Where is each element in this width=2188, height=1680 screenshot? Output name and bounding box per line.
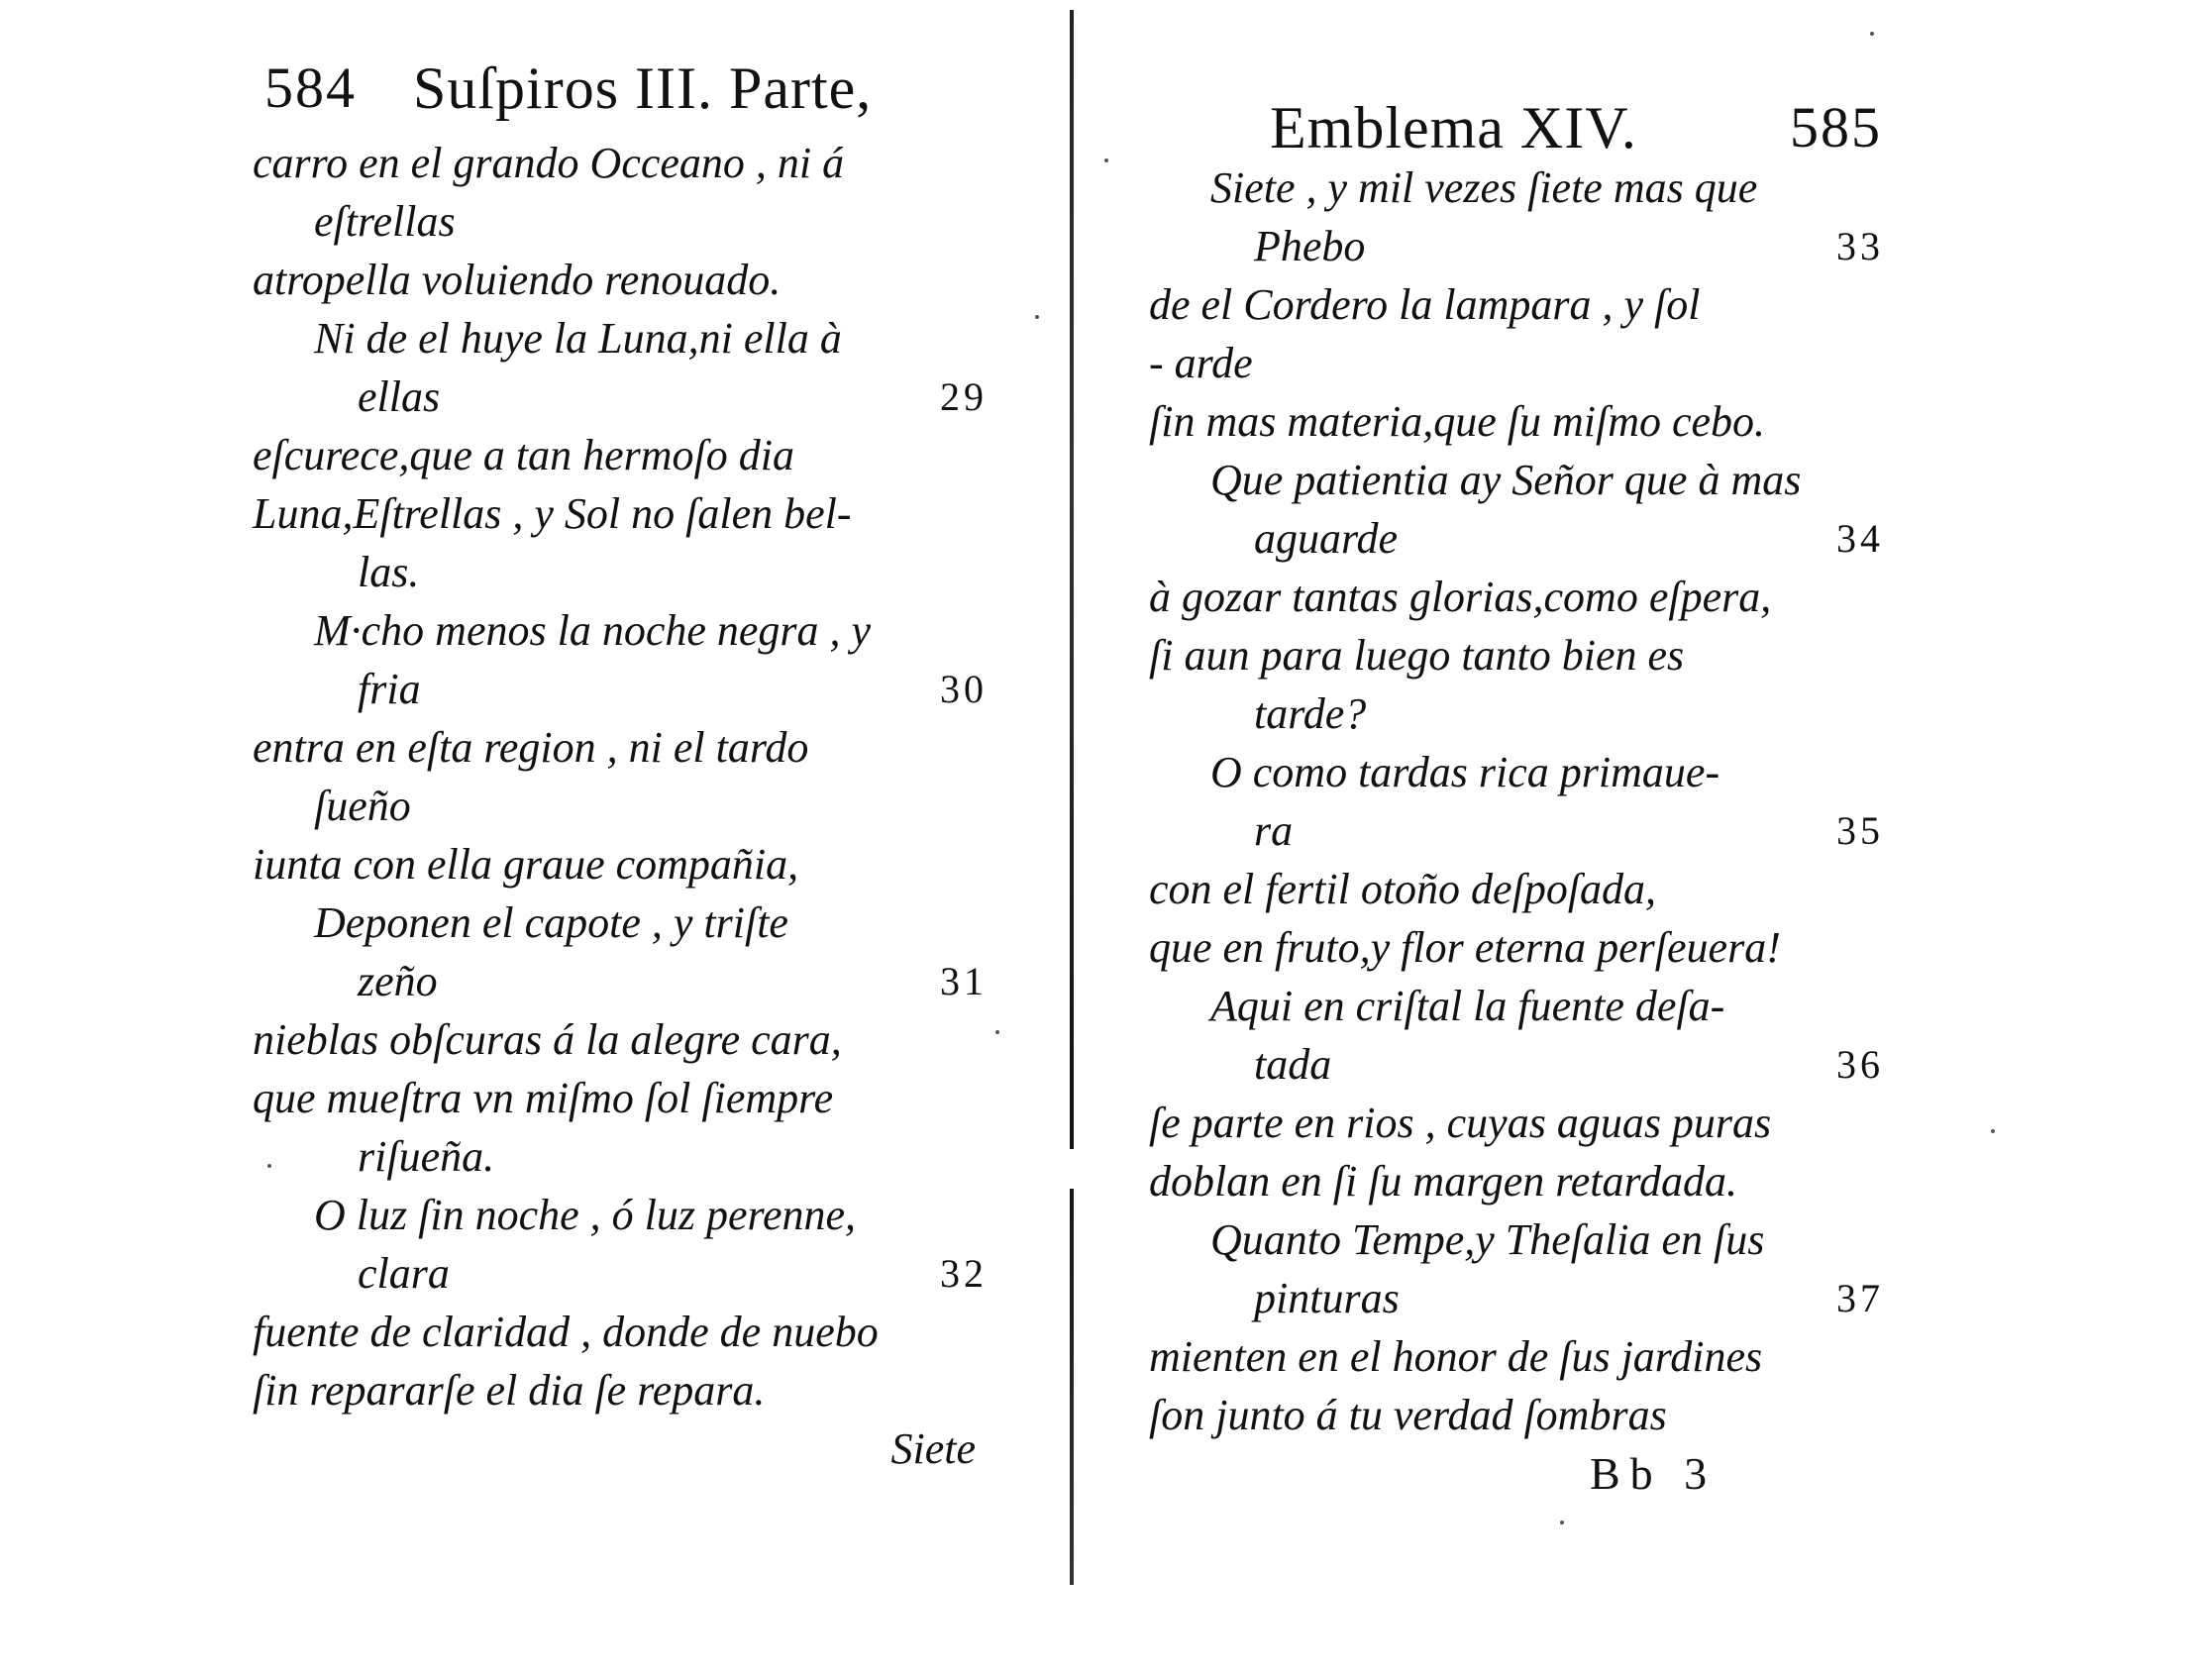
- verse-line: ſueño: [314, 782, 411, 830]
- book-gutter: [1070, 10, 1074, 1585]
- verse-line: aguarde 34: [1149, 509, 1902, 568]
- verse-line: Quanto Tempe,y Theſalia en ſus: [1210, 1215, 1765, 1264]
- left-verse-lines: [253, 134, 1005, 1478]
- catchword: Siete: [890, 1424, 976, 1473]
- verse-line: O luz ſin noche , ó luz perenne,: [314, 1191, 857, 1239]
- verse-line: atropella voluiendo renouado.: [253, 256, 781, 304]
- verse-line: ellas 29: [253, 368, 1005, 426]
- verse-line: Que patientia ay Señor que à mas: [1210, 456, 1802, 504]
- verse-line: las.: [358, 548, 420, 596]
- signature-mark: Bb 3: [1590, 1448, 1718, 1499]
- verse-line: entra en eſta region , ni el tardo: [253, 723, 809, 772]
- verse-line: ſon junto á tu verdad ſombras: [1149, 1391, 1667, 1439]
- verse-line: doblan en ſi ſu margen retardada.: [1149, 1157, 1737, 1206]
- stanza-number: 29: [940, 374, 988, 419]
- verse-line: eſcurece,que a tan hermoſo dia: [253, 431, 794, 479]
- verse-line: mienten en el honor de ſus jardines: [1149, 1332, 1763, 1381]
- stanza-number: 34: [1836, 516, 1884, 561]
- verse-line: ra 35: [1149, 801, 1902, 860]
- verse-line: Ni de el huye la Luna,ni ella à: [314, 314, 842, 363]
- right-page-number: 585: [1790, 95, 1882, 159]
- stanza-number: 33: [1836, 224, 1884, 268]
- stanza-number: 30: [940, 667, 988, 711]
- verse-line: tarde?: [1254, 689, 1367, 738]
- verse-line: nieblas obſcuras á la alegre cara,: [253, 1015, 842, 1064]
- verse-line: clara 32: [253, 1244, 1005, 1303]
- right-running-head: [1149, 54, 1902, 160]
- verse-line: carro en el grando Occeano , ni á: [253, 139, 845, 187]
- signature-line: [1149, 1444, 1902, 1503]
- verse-line: pinturas 37: [1149, 1269, 1902, 1327]
- verse-line: que mueſtra vn miſmo ſol ſiempre: [253, 1074, 834, 1122]
- verse-line: fuente de claridad , donde de nuebo: [253, 1308, 879, 1356]
- verse-line: Siete , y mil vezes ſiete mas que: [1210, 163, 1758, 212]
- verse-line: con el fertil otoño deſpoſada,: [1149, 865, 1657, 913]
- verse-line: ſin repararſe el dia ſe repara.: [253, 1366, 766, 1415]
- stanza-number: 31: [940, 959, 988, 1003]
- right-page: [1149, 0, 1902, 1680]
- verse-line: à gozar tantas glorias,como eſpera,: [1149, 573, 1772, 621]
- verse-line: riſueña.: [358, 1132, 495, 1181]
- catchword-line: [253, 1419, 1005, 1478]
- left-page-number: 584: [264, 55, 357, 120]
- stanza-number: 36: [1836, 1042, 1884, 1087]
- stanza-number: 32: [940, 1251, 988, 1296]
- gutter-gap: [1062, 1149, 1082, 1189]
- right-running-title: Emblema XIV.: [1270, 95, 1637, 160]
- verse-line: eſtrellas: [314, 197, 456, 246]
- verse-line: ſin mas materia,que ſu miſmo cebo.: [1149, 397, 1766, 446]
- verse-line: zeño 31: [253, 952, 1005, 1010]
- stanza-number: 35: [1836, 808, 1884, 853]
- verse-line: ſe parte en rios , cuyas aguas puras: [1149, 1099, 1772, 1147]
- left-running-title: Suſpiros III. Parte,: [413, 55, 873, 121]
- verse-line: iunta con ella graue compañia,: [253, 840, 799, 889]
- verse-line: O como tardas rica primaue-: [1210, 748, 1720, 796]
- verse-line: que en fruto,y flor eterna perſeuera!: [1149, 923, 1781, 972]
- verse-line: Deponen el capote , y triſte: [314, 898, 788, 947]
- verse-line: Aqui en criſtal la fuente deſa-: [1210, 982, 1725, 1030]
- left-running-head: [253, 54, 1005, 134]
- verse-line: - arde: [1149, 339, 1253, 387]
- left-page: [253, 0, 1005, 1680]
- verse-line: tada 36: [1149, 1035, 1902, 1094]
- verse-line: Phebo 33: [1149, 217, 1902, 275]
- verse-line: M·cho menos la noche negra , y: [314, 606, 872, 655]
- stanza-number: 37: [1836, 1276, 1884, 1320]
- verse-line: ſi aun para luego tanto bien es: [1149, 631, 1685, 680]
- right-verse-lines: [1149, 158, 1902, 1503]
- verse-line: fria 30: [253, 660, 1005, 718]
- verse-line: de el Cordero la lampara , y ſol: [1149, 280, 1701, 329]
- verse-line: Luna,Eſtrellas , y Sol no ſalen bel-: [253, 489, 852, 538]
